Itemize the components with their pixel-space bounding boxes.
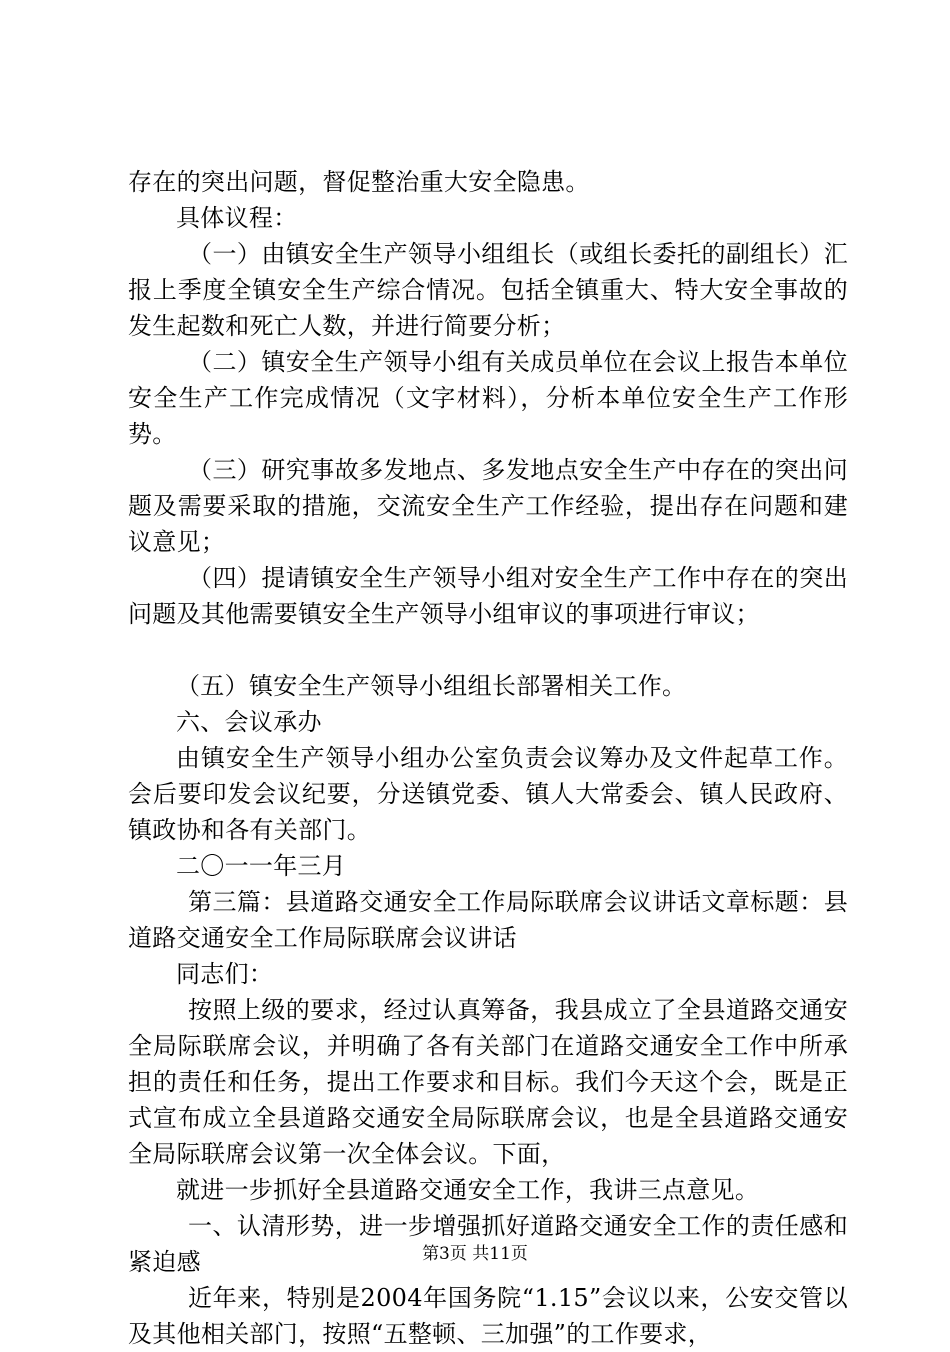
paragraph-speech-points: 就进一步抓好全县道路交通安全工作，我讲三点意见。 [176, 1176, 760, 1204]
paragraph-agenda-item-3: （三）研究事故多发地点、多发地点安全生产中存在的突出问题及需要采取的措施，交流安全生产工作经验，提出存在问题和建议意见； [128, 456, 848, 556]
paragraph-agenda-item-4: （四）提请镇安全生产领导小组对安全生产工作中存在的突出问题及其他需要镇安全生产领导小组审议的事项进行审议； [128, 564, 848, 628]
paragraph-recent-years: 近年来，特别是2004年国务院“1.15”会议以来，公安交管以及其他相关部门，按照“五整顿、三加强”的工作要求， [128, 1284, 848, 1348]
paragraph-salutation: 同志们： [176, 960, 274, 988]
paragraph-date: 二〇一一年三月 [176, 852, 347, 880]
paragraph-agenda-item-1: （一）由镇安全生产领导小组组长（或组长委托的副组长）汇报上季度全镇安全生产综合情况。包括全镇重大、特大安全事故的发生起数和死亡人数，并进行简要分析； [128, 240, 848, 340]
paragraph-agenda-item-2: （二）镇安全生产领导小组有关成员单位在会议上报告本单位安全生产工作完成情况（文字材料），分析本单位安全生产工作形势。 [128, 348, 848, 448]
paragraph-continuation: 存在的突出问题，督促整治重大安全隐患。 [128, 168, 590, 196]
page-number-footer: 第3页 共11页 [422, 1244, 528, 1264]
paragraph-meeting-organizer: 由镇安全生产领导小组办公室负责会议筹办及文件起草工作。会后要印发会议纪要，分送镇党委、镇人大常委会、镇人民政府、镇政协和各有关部门。 [128, 744, 848, 844]
paragraph-agenda-item-5: （五）镇安全生产领导小组组长部署相关工作。 [176, 672, 687, 700]
paragraph-speech-intro: 按照上级的要求，经过认真筹备，我县成立了全县道路交通安全局际联席会议，并明确了各有关部门在道路交通安全工作中所承担的责任和任务，提出工作要求和目标。我们今天这个会，既是正式宣布成立全县道路交通安全局际联席会议，也是全县道路交通安全局际联席会议第一次全体会议。下面， [128, 996, 848, 1168]
section-heading-6: 六、会议承办 [176, 708, 322, 736]
section-heading-1: 一、认清形势，进一步增强抓好道路交通安全工作的责任感和紧迫感 [128, 1212, 848, 1276]
paragraph-agenda-heading: 具体议程： [176, 204, 298, 232]
article-title: 第三篇：县道路交通安全工作局际联席会议讲话文章标题：县道路交通安全工作局际联席会议讲话 [128, 888, 848, 952]
document-body [128, 164, 848, 1352]
paragraph-spacer [128, 632, 848, 668]
